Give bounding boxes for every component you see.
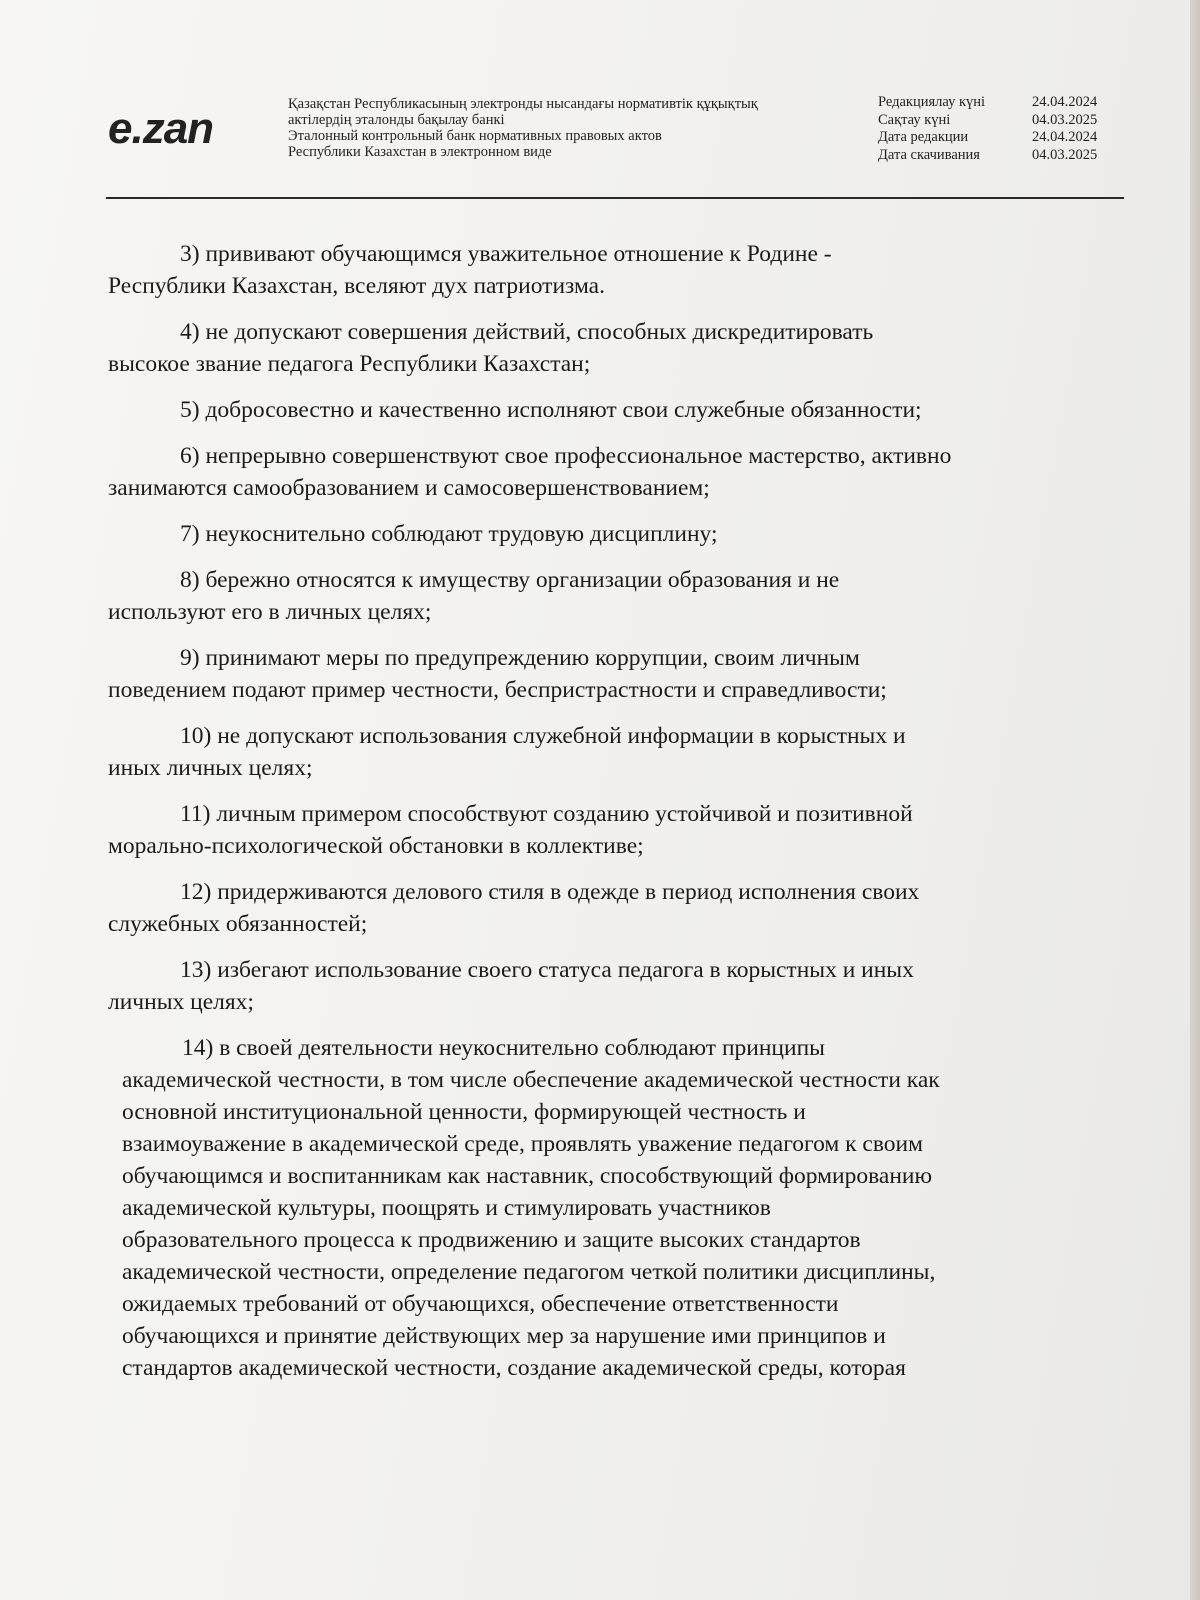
list-item <box>108 954 1108 1018</box>
meta-value: 24.04.2024 <box>1032 94 1098 110</box>
item-text-line: обучающихся и принятие действующих мер за нарушение ими принципов и <box>122 1323 886 1349</box>
item-text-cont: высокое звание педагога Республики Казахстан; <box>108 351 591 377</box>
item-text: 14) в своей деятельности неукоснительно соблюдают принципы <box>182 1035 825 1061</box>
item-text: 4) не допускают совершения действий, способных дискредитировать <box>180 319 874 345</box>
list-item <box>108 440 1108 504</box>
item-text-cont: личных целях; <box>108 989 254 1015</box>
list-item <box>108 518 1108 550</box>
list-item <box>108 564 1108 628</box>
item-text-cont: иных личных целях; <box>108 755 313 781</box>
item-text: 9) принимают меры по предупреждению коррупции, своим личным <box>180 645 860 671</box>
item-text-cont: Республики Казахстан, вселяют дух патриотизма. <box>108 273 605 299</box>
item-text: 13) избегают использование своего статуса педагога в корыстных и иных <box>180 957 914 983</box>
item-text-line: академической честности, в том числе обеспечение академической честности как <box>122 1067 940 1093</box>
item-text-cont: занимаются самообразованием и самосовершенствованием; <box>108 475 710 501</box>
item-text-line: образовательного процесса к продвижению и защите высоких стандартов <box>122 1227 861 1253</box>
item-text: 11) личным примером способствуют созданию устойчивой и позитивной <box>180 801 913 827</box>
list-item <box>108 238 1108 302</box>
item-text: 10) не допускают использования служебной информации в корыстных и <box>180 723 906 749</box>
list-item <box>108 798 1108 862</box>
meta-row-edit-date-kz <box>878 94 1118 112</box>
page-edge <box>1190 0 1200 1600</box>
list-item <box>108 394 1108 426</box>
meta-row-edit-date <box>878 129 1118 147</box>
item-text-line: стандартов академической честности, создание академической среды, которая <box>122 1355 906 1381</box>
header-divider <box>106 197 1124 199</box>
meta-label: Редакциялау күні <box>878 94 986 110</box>
meta-row-download-date <box>878 147 1118 165</box>
item-text-cont: поведением подают пример честности, беспристрастности и справедливости; <box>108 677 887 703</box>
item-text-line: академической культуры, поощрять и стимулировать участников <box>122 1195 771 1221</box>
document-body <box>108 238 1108 1384</box>
item-text: 5) добросовестно и качественно исполняют свои служебные обязанности; <box>180 397 922 423</box>
meta-label: Дата редакции <box>878 129 969 145</box>
list-item <box>108 876 1108 940</box>
item-text: 7) неукоснительно соблюдают трудовую дисциплину; <box>180 521 718 547</box>
ezan-logo: e.zan <box>108 104 214 153</box>
item-text: 6) непрерывно совершенствуют свое профессиональное мастерство, активно <box>180 443 952 469</box>
meta-value: 04.03.2025 <box>1032 111 1098 128</box>
item-text-line: взаимоуважение в академической среде, проявлять уважение педагогом к своим <box>122 1131 923 1157</box>
list-item <box>108 720 1108 784</box>
item-text-line: обучающимся и воспитанникам как наставник, способствующий формированию <box>122 1163 933 1189</box>
item-text-cont: используют его в личных целях; <box>108 599 432 625</box>
list-item-14 <box>108 1032 1108 1384</box>
item-text: 3) прививают обучающимся уважительное отношение к Родине - <box>180 241 832 267</box>
header-org-line: актілердің эталонды бақылау банкі <box>288 112 505 128</box>
header-org-line: Эталонный контрольный банк нормативных правовых актов <box>288 128 662 144</box>
item-text: 12) придерживаются делового стиля в одежде в период исполнения своих <box>180 879 920 905</box>
meta-value: 04.03.2025 <box>1032 146 1098 163</box>
item-text-cont: морально-психологической обстановки в коллективе; <box>108 833 644 859</box>
item-text: 8) бережно относятся к имуществу организации образования и не <box>180 567 840 593</box>
header-org-block <box>288 96 828 160</box>
item-text-line: ожидаемых требований от обучающихся, обеспечение ответственности <box>122 1291 839 1317</box>
list-item <box>108 642 1108 706</box>
item-text-cont: служебных обязанностей; <box>108 911 368 937</box>
meta-value: 24.04.2024 <box>1032 129 1098 145</box>
header-meta <box>878 94 1118 164</box>
meta-row-save-date-kz <box>878 112 1118 130</box>
meta-label: Сақтау күні <box>878 111 951 128</box>
header-org-line: Қазақстан Республикасының электронды нысандағы нормативтік құқықтық <box>288 96 758 112</box>
item-text-line: академической честности, определение педагогом четкой политики дисциплины, <box>122 1259 936 1285</box>
item-text-line: основной институциональной ценности, формирующей честность и <box>122 1099 806 1125</box>
list-item <box>108 316 1108 380</box>
header-org-line: Республики Казахстан в электронном виде <box>288 144 552 160</box>
meta-label: Дата скачивания <box>878 146 980 163</box>
